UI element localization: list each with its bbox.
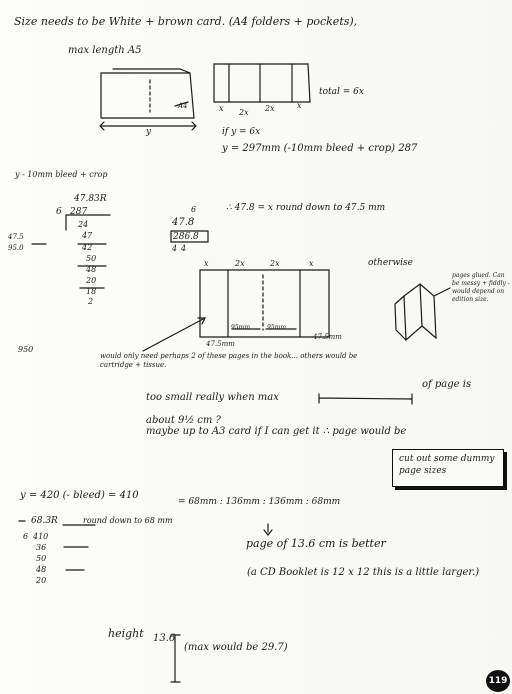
only-need-note: would only need perhaps 2 of these pages in the book... others would be cartridge + tissue. bbox=[100, 352, 358, 370]
side-calc: 95.0 bbox=[8, 244, 24, 252]
division-digit: 47 bbox=[82, 231, 93, 240]
y-equation: y = 297mm (-10mm bleed + crop) 287 bbox=[222, 143, 418, 154]
panel-dim: x bbox=[309, 259, 314, 268]
about-note: about 9½ cm ? bbox=[146, 415, 221, 426]
division-digit: 20 bbox=[86, 276, 97, 285]
division-digit: 42 bbox=[82, 243, 93, 252]
calc-digit: 4 bbox=[181, 244, 187, 253]
cd-booklet-note: (a CD Booklet is 12 x 12 this is a little larger.) bbox=[247, 567, 480, 578]
division-result: 47.83R bbox=[74, 194, 107, 204]
max-note: (max would be 29.7) bbox=[184, 642, 288, 653]
division-digit: 48 bbox=[36, 565, 47, 574]
panel-dim: x bbox=[204, 259, 209, 268]
calc-digit: 6 bbox=[191, 205, 197, 214]
division-digit: 6 bbox=[56, 207, 62, 217]
panel-sketch bbox=[200, 270, 329, 337]
of-page-note: of page is bbox=[422, 379, 472, 390]
division-digit: 287 bbox=[70, 207, 88, 217]
calc-digit: 4 bbox=[172, 244, 178, 253]
folder-sketch bbox=[101, 73, 194, 118]
division-digit: 50 bbox=[86, 254, 97, 263]
page-size-note: page of 13.6 cm is better bbox=[246, 537, 386, 550]
side-calc: 950 bbox=[18, 345, 34, 354]
dim-2x: 2x bbox=[239, 108, 249, 117]
a4-label: A4 bbox=[178, 102, 188, 110]
division-digit: 2 bbox=[88, 297, 94, 306]
division-digit: 48 bbox=[86, 265, 97, 274]
y-420-note: y = 420 (- bleed) = 410 bbox=[20, 490, 139, 501]
panel-dim: 95mm bbox=[267, 324, 287, 331]
side-calc: 47.5 bbox=[8, 233, 24, 241]
ratio-note: = 68mm : 136mm : 136mm : 68mm bbox=[178, 497, 341, 507]
panel-dim: 95mm bbox=[231, 324, 251, 331]
panel-dim: 2x bbox=[270, 259, 280, 268]
division-result-2: 68.3R bbox=[31, 516, 58, 526]
note-line-1: Size needs to be White + brown card. (A4 folders + pockets), bbox=[14, 15, 358, 28]
height-value: 13.6 bbox=[153, 633, 176, 644]
page-number-badge: 119 bbox=[486, 670, 510, 692]
division-digit: 24 bbox=[78, 220, 89, 229]
division-digit: 50 bbox=[36, 554, 47, 563]
if-note: if y = 6x bbox=[222, 127, 261, 137]
glued-pages-note: pages glued. Can be messy + fiddly - would depend on edition size. bbox=[452, 272, 510, 304]
total-note: total = 6x bbox=[319, 87, 364, 97]
dim-x: x bbox=[219, 104, 224, 113]
bleed-note: y - 10mm bleed + crop bbox=[15, 170, 108, 179]
dim-2x: 2x bbox=[265, 104, 275, 113]
division-digit: 410 bbox=[33, 532, 49, 541]
y-label: y bbox=[146, 127, 152, 137]
dummy-pages-note: cut out some dummy page sizes bbox=[399, 454, 495, 476]
division-digit: 20 bbox=[36, 576, 47, 585]
panel-dim: 47.5mm bbox=[206, 340, 235, 348]
calc-286-8: 286.8 bbox=[173, 232, 199, 242]
calc-47-8: 47.8 bbox=[172, 217, 195, 228]
dim-x: x bbox=[297, 101, 302, 110]
division-digit: 6 bbox=[23, 532, 29, 541]
note-line-2: max length A5 bbox=[68, 45, 142, 56]
division-digit: 18 bbox=[86, 287, 97, 296]
dummy-pages-box bbox=[392, 449, 504, 487]
panel-dim: 2x bbox=[235, 259, 245, 268]
a3-note: maybe up to A3 card if I can get it ∴ page would be bbox=[146, 426, 407, 437]
otherwise-note: otherwise bbox=[368, 258, 413, 268]
division-digit: 36 bbox=[36, 543, 47, 552]
too-small-note: too small really when max bbox=[146, 392, 279, 403]
round-68-note: round down to 68 mm bbox=[83, 516, 173, 525]
height-label: height bbox=[108, 627, 144, 640]
panel-dim: 47.5mm bbox=[313, 333, 342, 341]
round-down-note: ∴ 47.8 = x round down to 47.5 mm bbox=[226, 203, 386, 213]
